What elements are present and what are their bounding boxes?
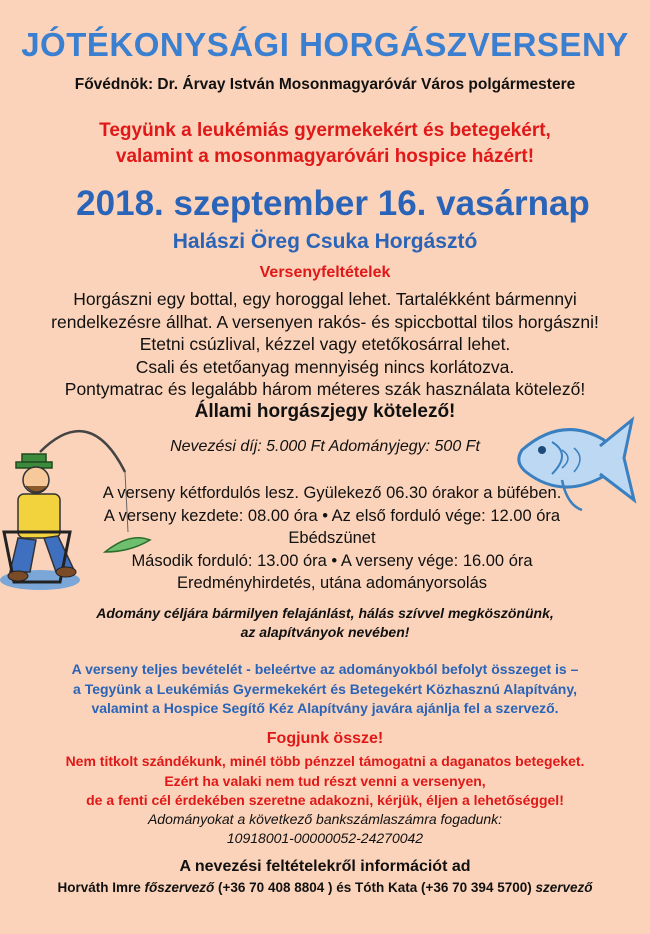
poster-title: JÓTÉKONYSÁGI HORGÁSZVERSENY	[21, 26, 629, 63]
bank-account: 10918001-00000052-24270042	[226, 830, 424, 846]
schedule-line: A verseny kezdete: 08.00 óra • Az első forduló vége: 12.00 óra	[103, 506, 561, 525]
contact-role-1: főszervező	[144, 880, 215, 895]
contact-name-1: Horváth Imre	[57, 880, 145, 895]
proceeds-line: A verseny teljes bevételét - beleértve az adományokból befolyt összeget is –	[71, 661, 579, 677]
cause-text	[0, 118, 650, 170]
proceeds-line: valamint a Hospice Segítő Kéz Alapítvány javára ajánlja fel a szervező.	[91, 700, 559, 716]
appeal-heading: Fogjunk össze!	[266, 730, 384, 747]
rule-line: Csali és etetőanyag mennyiség nincs korlátozva.	[135, 356, 515, 377]
bank-text: Adományokat a következő bankszámlaszámra fogadunk:	[147, 811, 503, 827]
cause-line-1	[0, 118, 650, 144]
proceeds-line: a Tegyünk a Leukémiás Gyermekekért és Betegekért Közhasznú Alapítvány,	[73, 680, 577, 697]
donation-line: az alapítványok nevében!	[240, 624, 410, 640]
rules-heading: Versenyfeltételek	[259, 264, 391, 281]
rule-line: Pontymatrac és legalább három méteres szák használata kötelező!	[64, 379, 586, 399]
rule-line: Etetni csúzlival, kézzel vagy etetőkosárral lehet.	[139, 334, 511, 354]
fisherman-illustration	[0, 412, 165, 594]
cause-line-1-a: Tegyünk a	[99, 120, 192, 141]
appeal-text	[0, 752, 650, 811]
proceeds-statement	[0, 660, 650, 719]
donation-line: Adomány céljára bármilyen felajánlást, hálás szívvel megköszönünk,	[96, 605, 554, 621]
donation-thanks	[0, 604, 650, 642]
license-requirement: Állami horgászjegy kötelező!	[194, 400, 456, 422]
bank-info	[0, 810, 650, 848]
rules-list	[0, 288, 650, 423]
schedule-line: Eredményhirdetés, utána adományorsolás	[176, 574, 487, 592]
rule-line: rendelkezésre állhat. A versenyen rakós- és spiccbottal tilos horgászni!	[51, 311, 599, 332]
schedule-line: A verseny kétfordulós lesz. Gyülekező 06.30 órakor a büfében.	[102, 484, 562, 502]
contact-phones: (+36 70 408 8804 ) és Tóth Kata (+36 70 394 5700)	[214, 880, 536, 895]
event-date: 2018. szeptember 16. vasárnap	[76, 184, 590, 223]
appeal-line: Ezért ha valaki nem tud részt venni a versenyen,	[164, 772, 486, 789]
fish-illustration	[512, 410, 637, 525]
event-place: Halászi Öreg Csuka Horgásztó	[172, 230, 478, 253]
contact-heading: A nevezési feltételekről információt ad	[179, 858, 471, 875]
schedule-line: Második forduló: 13.00 óra • A verseny vége: 16.00 óra	[131, 551, 533, 570]
appeal-line: de a fenti cél érdekében szeretne adakozni, kérjük, éljen a lehetőséggel!	[86, 792, 564, 808]
appeal-line: Nem titkolt szándékunk, minél több pénzzel támogatni a daganatos betegeket.	[65, 753, 585, 769]
cause-line-1-b: leukémiás gyermekekért és betegekért,	[191, 120, 551, 141]
contact-role-2: szervező	[535, 880, 593, 895]
contact-line	[0, 880, 650, 895]
schedule-line: Ebédszünet	[288, 529, 376, 547]
rule-line: Horgászni egy bottal, egy horoggal lehet. Tartalékként bármennyi	[73, 289, 577, 309]
patron-line: Fővédnök: Dr. Árvay István Mosonmagyaróvár Város polgármestere	[74, 76, 576, 93]
cause-line-2: valamint a mosonmagyaróvári hospice házért!	[115, 146, 535, 167]
entry-fee: Nevezési díj: 5.000 Ft Adományjegy: 500 Ft	[170, 438, 480, 455]
